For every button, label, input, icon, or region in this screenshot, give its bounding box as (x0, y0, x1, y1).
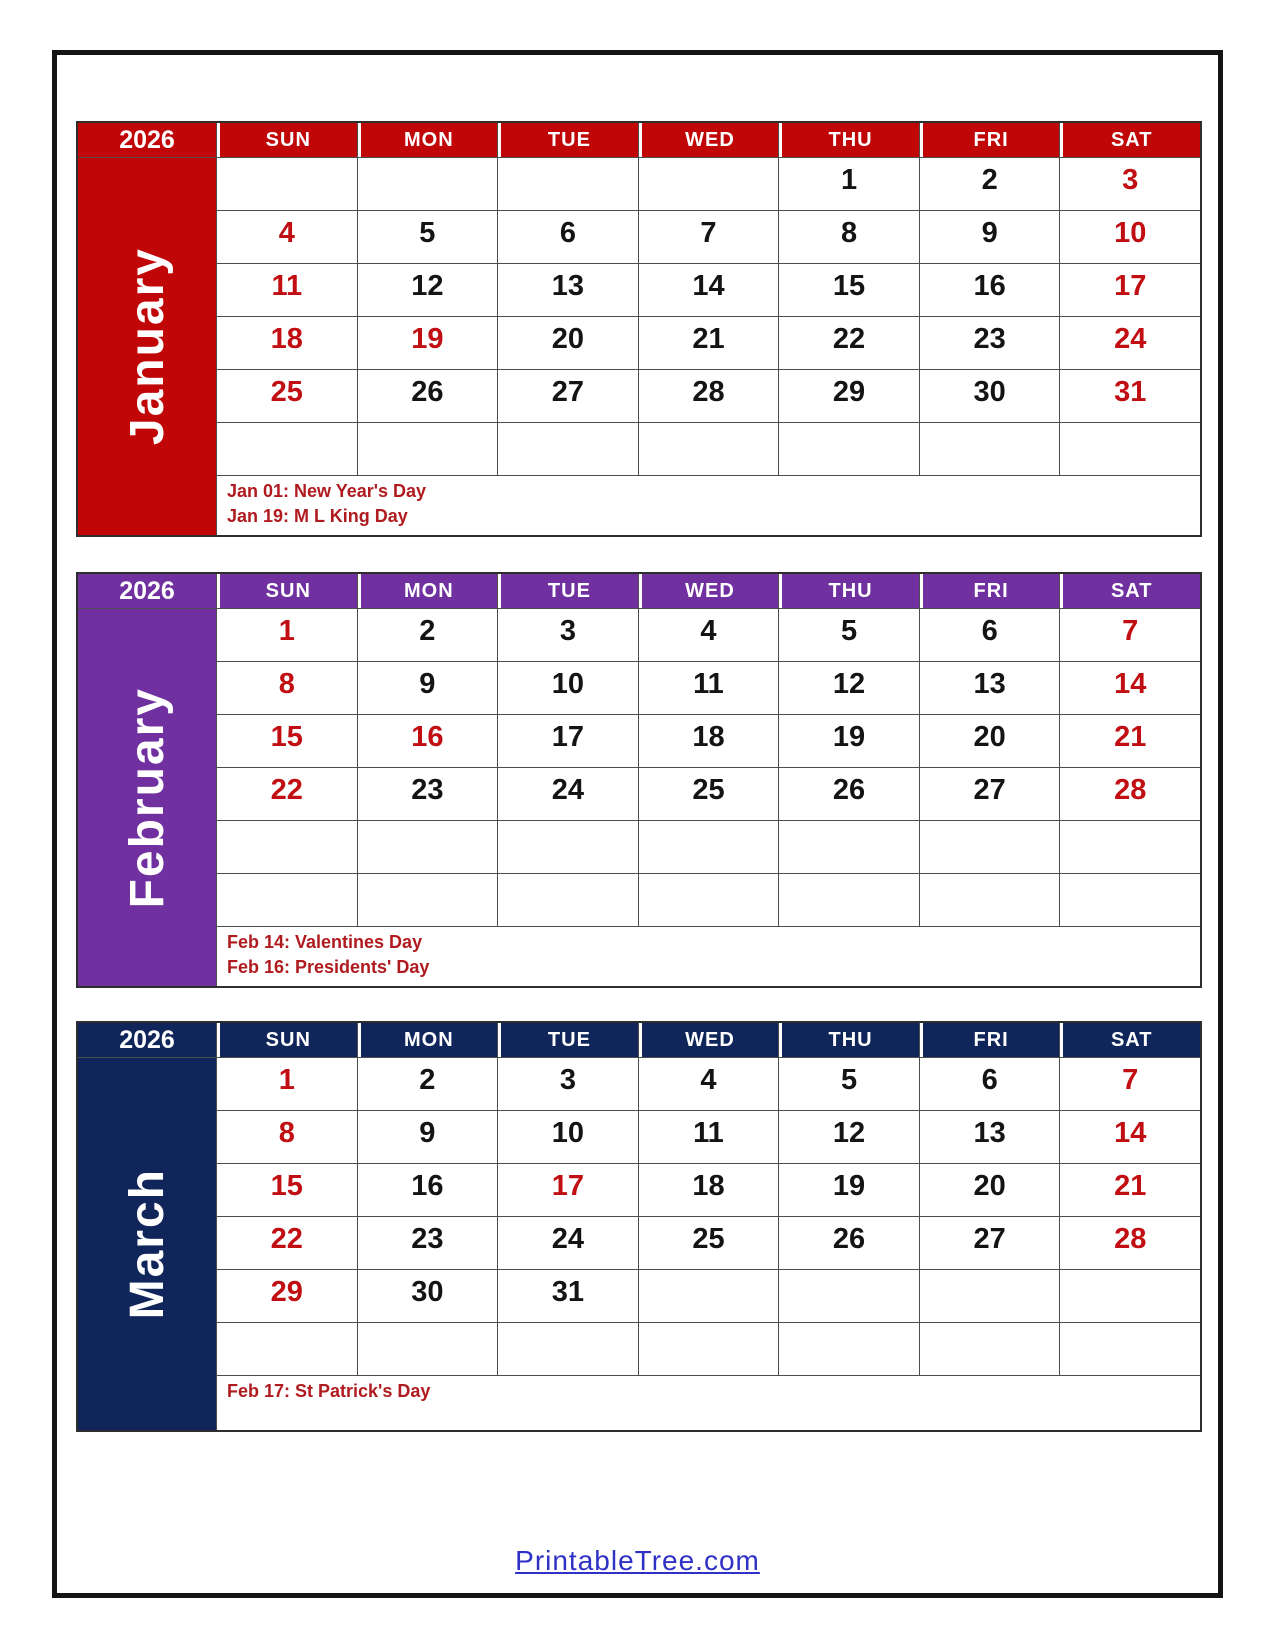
weekday-header-sun: SUN (217, 123, 357, 157)
date-cell-march-20: 20 (920, 1164, 1060, 1216)
month-name-label: January (120, 247, 174, 446)
date-cell-january-28: 28 (639, 370, 779, 422)
date-cell-empty (1060, 1270, 1200, 1322)
date-cell-january-4: 4 (217, 211, 357, 263)
holiday-line: Jan 01: New Year's Day (227, 481, 427, 501)
weekday-header-tue: TUE (498, 123, 638, 157)
date-cell-march-28: 28 (1060, 1217, 1200, 1269)
date-cell-january-25: 25 (217, 370, 357, 422)
date-cell-march-25: 25 (639, 1217, 779, 1269)
date-cell-february-19: 19 (779, 715, 919, 767)
weekday-header-tue: TUE (498, 1023, 638, 1057)
weekday-header-fri: FRI (920, 1023, 1060, 1057)
date-cell-january-5: 5 (358, 211, 498, 263)
date-cell-empty (1060, 874, 1200, 926)
date-cell-january-16: 16 (920, 264, 1060, 316)
date-cell-january-14: 14 (639, 264, 779, 316)
date-cell-march-12: 12 (779, 1111, 919, 1163)
date-cell-february-2: 2 (358, 609, 498, 661)
month-calendar-february (76, 572, 1202, 988)
holiday-note (217, 927, 1200, 986)
month-name-cell (78, 1058, 216, 1430)
date-cell-empty (1060, 423, 1200, 475)
date-cell-empty (358, 423, 498, 475)
date-cell-january-12: 12 (358, 264, 498, 316)
date-cell-march-19: 19 (779, 1164, 919, 1216)
date-cell-empty (498, 821, 638, 873)
weekday-header-fri: FRI (920, 123, 1060, 157)
date-cell-empty (217, 1323, 357, 1375)
date-cell-february-27: 27 (920, 768, 1060, 820)
date-cell-march-10: 10 (498, 1111, 638, 1163)
date-cell-empty (217, 423, 357, 475)
date-cell-empty (217, 158, 357, 210)
date-cell-february-18: 18 (639, 715, 779, 767)
date-cell-march-29: 29 (217, 1270, 357, 1322)
month-name-cell (78, 609, 216, 986)
month-calendar-march (76, 1021, 1202, 1432)
date-cell-empty (920, 423, 1060, 475)
date-cell-empty (920, 1323, 1060, 1375)
date-cell-january-17: 17 (1060, 264, 1200, 316)
date-cell-empty (779, 821, 919, 873)
date-cell-empty (498, 423, 638, 475)
date-cell-march-15: 15 (217, 1164, 357, 1216)
date-cell-february-10: 10 (498, 662, 638, 714)
date-cell-empty (639, 874, 779, 926)
date-cell-empty (358, 821, 498, 873)
date-cell-empty (639, 1323, 779, 1375)
date-cell-february-23: 23 (358, 768, 498, 820)
date-cell-march-2: 2 (358, 1058, 498, 1110)
date-cell-march-21: 21 (1060, 1164, 1200, 1216)
date-cell-empty (779, 1270, 919, 1322)
date-cell-march-23: 23 (358, 1217, 498, 1269)
date-cell-empty (779, 423, 919, 475)
date-cell-january-26: 26 (358, 370, 498, 422)
weekday-header-fri: FRI (920, 574, 1060, 608)
weekday-header-wed: WED (639, 574, 779, 608)
holiday-line: Feb 16: Presidents' Day (227, 957, 430, 977)
date-cell-february-24: 24 (498, 768, 638, 820)
date-cell-january-29: 29 (779, 370, 919, 422)
date-cell-february-6: 6 (920, 609, 1060, 661)
date-cell-march-14: 14 (1060, 1111, 1200, 1163)
date-cell-january-11: 11 (217, 264, 357, 316)
date-cell-march-7: 7 (1060, 1058, 1200, 1110)
date-cell-march-17: 17 (498, 1164, 638, 1216)
date-cell-march-22: 22 (217, 1217, 357, 1269)
weekday-header-sun: SUN (217, 1023, 357, 1057)
date-cell-empty (498, 874, 638, 926)
weekday-header-thu: THU (779, 123, 919, 157)
date-cell-march-27: 27 (920, 1217, 1060, 1269)
date-cell-empty (1060, 821, 1200, 873)
date-cell-february-20: 20 (920, 715, 1060, 767)
date-cell-january-21: 21 (639, 317, 779, 369)
date-cell-january-9: 9 (920, 211, 1060, 263)
holiday-line: Feb 14: Valentines Day (227, 932, 423, 952)
date-cell-march-18: 18 (639, 1164, 779, 1216)
date-cell-empty (920, 874, 1060, 926)
month-name-label: March (120, 1168, 174, 1320)
weekday-header-tue: TUE (498, 574, 638, 608)
date-cell-february-17: 17 (498, 715, 638, 767)
date-cell-february-28: 28 (1060, 768, 1200, 820)
date-cell-empty (639, 821, 779, 873)
date-cell-empty (217, 821, 357, 873)
date-cell-january-15: 15 (779, 264, 919, 316)
date-cell-march-26: 26 (779, 1217, 919, 1269)
date-cell-empty (217, 874, 357, 926)
date-cell-february-25: 25 (639, 768, 779, 820)
holiday-note (217, 1376, 1200, 1430)
date-cell-february-5: 5 (779, 609, 919, 661)
date-cell-january-3: 3 (1060, 158, 1200, 210)
weekday-header-wed: WED (639, 1023, 779, 1057)
date-cell-february-14: 14 (1060, 662, 1200, 714)
date-cell-january-27: 27 (498, 370, 638, 422)
date-cell-empty (1060, 1323, 1200, 1375)
month-name-cell (78, 158, 216, 535)
date-cell-january-2: 2 (920, 158, 1060, 210)
date-cell-empty (639, 158, 779, 210)
date-cell-february-4: 4 (639, 609, 779, 661)
holiday-note (217, 476, 1200, 535)
date-cell-empty (639, 1270, 779, 1322)
date-cell-empty (358, 874, 498, 926)
weekday-header-mon: MON (358, 123, 498, 157)
date-cell-empty (779, 1323, 919, 1375)
month-calendar-january (76, 121, 1202, 537)
date-cell-empty (358, 1323, 498, 1375)
date-cell-february-12: 12 (779, 662, 919, 714)
footer-link[interactable]: PrintableTree.com (515, 1545, 760, 1576)
date-cell-february-21: 21 (1060, 715, 1200, 767)
date-cell-march-4: 4 (639, 1058, 779, 1110)
date-cell-march-16: 16 (358, 1164, 498, 1216)
date-cell-february-13: 13 (920, 662, 1060, 714)
footer (0, 1545, 1275, 1577)
date-cell-february-8: 8 (217, 662, 357, 714)
date-cell-january-7: 7 (639, 211, 779, 263)
date-cell-march-1: 1 (217, 1058, 357, 1110)
weekday-header-sat: SAT (1060, 1023, 1200, 1057)
date-cell-march-8: 8 (217, 1111, 357, 1163)
holiday-line: Jan 19: M L King Day (227, 506, 408, 526)
date-cell-march-6: 6 (920, 1058, 1060, 1110)
date-cell-february-7: 7 (1060, 609, 1200, 661)
date-cell-empty (779, 874, 919, 926)
date-cell-february-3: 3 (498, 609, 638, 661)
date-cell-empty (920, 821, 1060, 873)
weekday-header-sat: SAT (1060, 123, 1200, 157)
date-cell-march-30: 30 (358, 1270, 498, 1322)
date-cell-empty (639, 423, 779, 475)
date-cell-february-26: 26 (779, 768, 919, 820)
date-cell-january-10: 10 (1060, 211, 1200, 263)
month-name-label: February (120, 686, 174, 909)
date-cell-march-24: 24 (498, 1217, 638, 1269)
date-cell-empty (358, 158, 498, 210)
date-cell-january-31: 31 (1060, 370, 1200, 422)
date-cell-february-9: 9 (358, 662, 498, 714)
holiday-line: Feb 17: St Patrick's Day (227, 1381, 431, 1401)
date-cell-january-24: 24 (1060, 317, 1200, 369)
weekday-header-thu: THU (779, 574, 919, 608)
date-cell-march-9: 9 (358, 1111, 498, 1163)
date-cell-march-5: 5 (779, 1058, 919, 1110)
date-cell-january-13: 13 (498, 264, 638, 316)
date-cell-january-22: 22 (779, 317, 919, 369)
date-cell-empty (920, 1270, 1060, 1322)
date-cell-january-1: 1 (779, 158, 919, 210)
weekday-header-mon: MON (358, 1023, 498, 1057)
weekday-header-sat: SAT (1060, 574, 1200, 608)
date-cell-january-19: 19 (358, 317, 498, 369)
date-cell-empty (498, 158, 638, 210)
date-cell-february-16: 16 (358, 715, 498, 767)
date-cell-february-15: 15 (217, 715, 357, 767)
year-label: 2026 (78, 574, 216, 608)
date-cell-january-6: 6 (498, 211, 638, 263)
date-cell-march-11: 11 (639, 1111, 779, 1163)
date-cell-february-1: 1 (217, 609, 357, 661)
weekday-header-mon: MON (358, 574, 498, 608)
weekday-header-sun: SUN (217, 574, 357, 608)
date-cell-march-13: 13 (920, 1111, 1060, 1163)
date-cell-february-22: 22 (217, 768, 357, 820)
date-cell-march-31: 31 (498, 1270, 638, 1322)
year-label: 2026 (78, 1023, 216, 1057)
weekday-header-wed: WED (639, 123, 779, 157)
date-cell-january-8: 8 (779, 211, 919, 263)
date-cell-february-11: 11 (639, 662, 779, 714)
date-cell-january-20: 20 (498, 317, 638, 369)
weekday-header-thu: THU (779, 1023, 919, 1057)
date-cell-january-18: 18 (217, 317, 357, 369)
date-cell-january-30: 30 (920, 370, 1060, 422)
year-label: 2026 (78, 123, 216, 157)
date-cell-empty (498, 1323, 638, 1375)
date-cell-january-23: 23 (920, 317, 1060, 369)
date-cell-march-3: 3 (498, 1058, 638, 1110)
